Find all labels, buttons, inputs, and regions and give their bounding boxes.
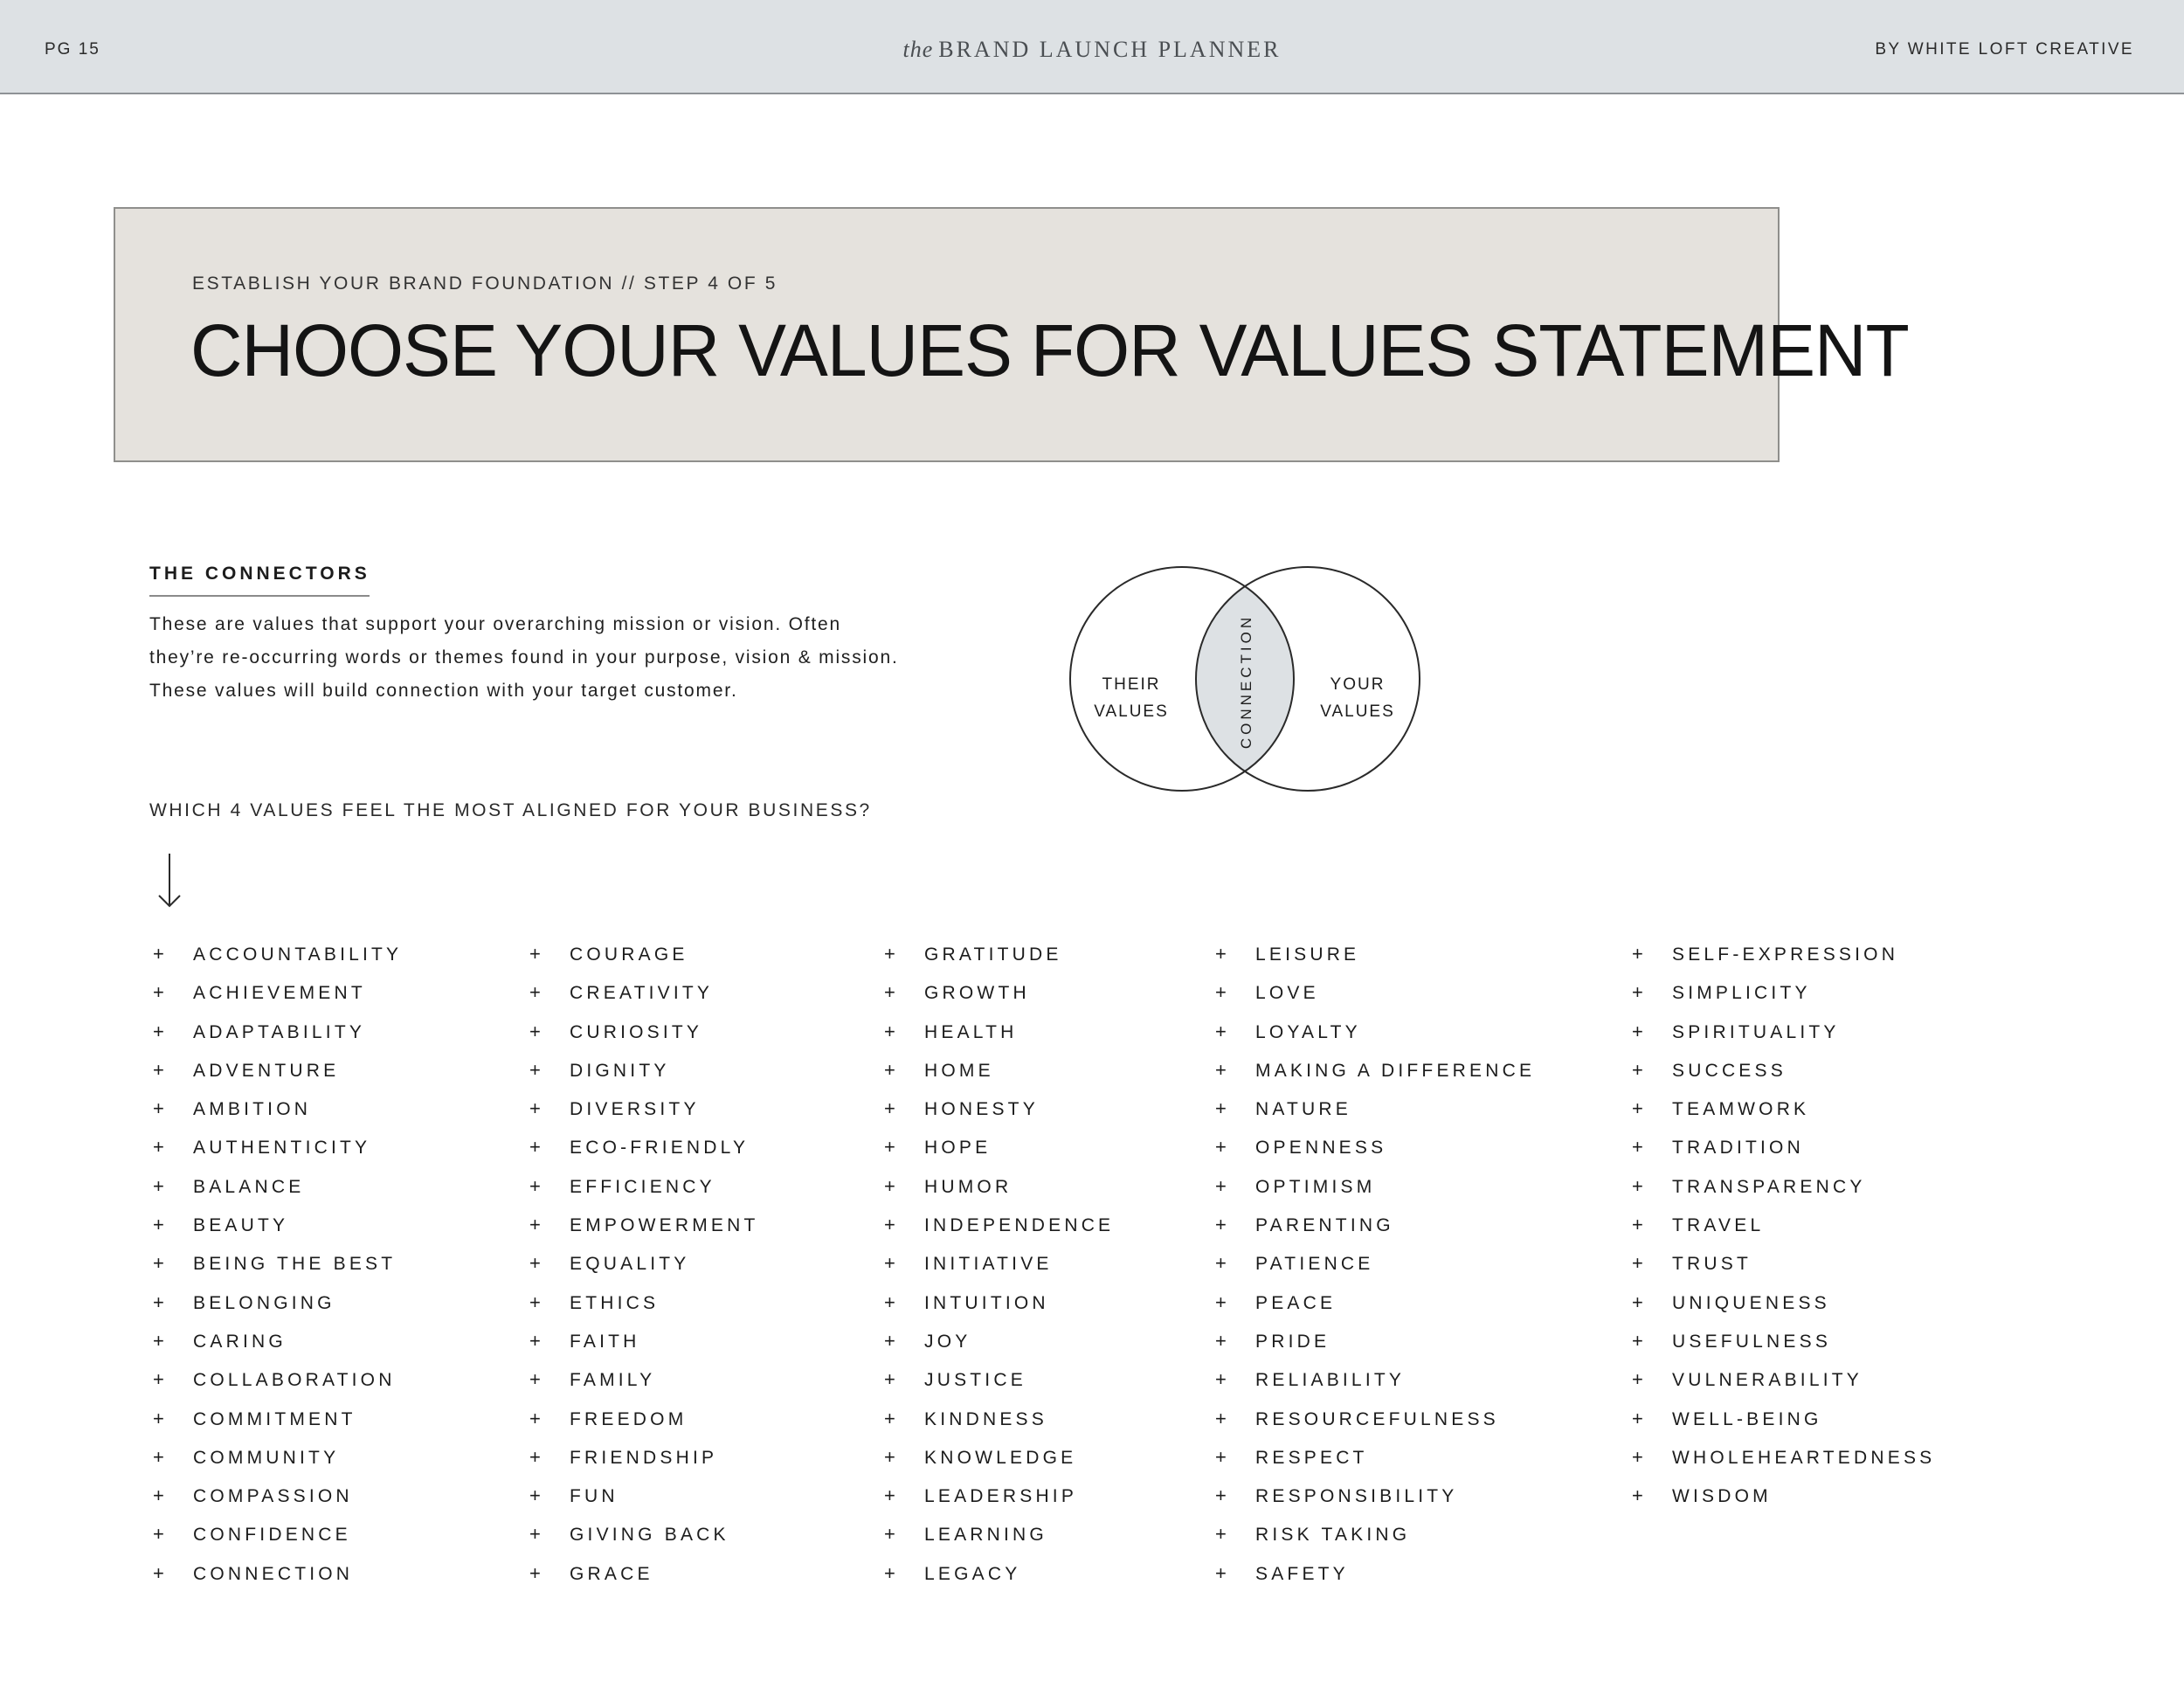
value-item (1632, 973, 1935, 1012)
value-item (529, 1360, 759, 1399)
value-label: RESOURCEFULNESS (1255, 1408, 1499, 1429)
value-item (153, 1360, 402, 1399)
value-label: SELF-EXPRESSION (1672, 944, 1899, 965)
value-label: KINDNESS (924, 1408, 1047, 1429)
value-label: GROWTH (924, 983, 1030, 1004)
value-item (1215, 1206, 1535, 1244)
value-item (529, 1128, 759, 1166)
value-item (1632, 1360, 1935, 1399)
plus-icon: + (1215, 1484, 1227, 1507)
value-label: HUMOR (924, 1176, 1013, 1197)
connectors-divider (149, 595, 370, 597)
plus-icon: + (1632, 1445, 1643, 1468)
value-label: COMMUNITY (193, 1447, 340, 1468)
value-label: WELL-BEING (1672, 1408, 1822, 1429)
plus-icon: + (153, 1445, 164, 1468)
plus-icon: + (1632, 981, 1643, 1004)
value-item (529, 1244, 759, 1283)
value-item (1632, 1013, 1935, 1051)
value-label: CREATIVITY (570, 983, 714, 1004)
value-label: GRATITUDE (924, 944, 1062, 965)
value-label: SUCCESS (1672, 1060, 1787, 1081)
value-label: SIMPLICITY (1672, 983, 1811, 1004)
arrow-down-icon (154, 852, 185, 910)
value-label: TRADITION (1672, 1138, 1804, 1159)
plus-icon: + (529, 1368, 541, 1391)
value-label: BEING THE BEST (193, 1254, 397, 1275)
plus-icon: + (884, 943, 895, 965)
value-item (153, 1283, 402, 1322)
value-item (884, 1400, 1114, 1438)
value-label: CONNECTION (193, 1563, 354, 1584)
plus-icon: + (153, 1058, 164, 1081)
value-item (153, 1206, 402, 1244)
value-label: USEFULNESS (1672, 1331, 1832, 1352)
plus-icon: + (529, 1407, 541, 1429)
plus-icon: + (1632, 1214, 1643, 1236)
plus-icon: + (153, 1407, 164, 1429)
plus-icon: + (1632, 1252, 1643, 1275)
value-item (1215, 1477, 1535, 1515)
page-number: PG 15 (45, 40, 100, 59)
value-item (153, 973, 402, 1012)
plus-icon: + (1632, 1174, 1643, 1197)
value-label: TRANSPARENCY (1672, 1176, 1866, 1197)
plus-icon: + (529, 1174, 541, 1197)
value-item (884, 1515, 1114, 1553)
value-item (153, 1090, 402, 1128)
value-item (153, 1400, 402, 1438)
value-label: LOYALTY (1255, 1021, 1361, 1042)
page-title: CHOOSE YOUR VALUES FOR VALUES STATEMENT (190, 309, 1909, 391)
value-item (1632, 1400, 1935, 1438)
value-item (1632, 1090, 1935, 1128)
value-item (529, 1167, 759, 1206)
plus-icon: + (1215, 1561, 1227, 1584)
value-item (153, 1051, 402, 1090)
venn-left-label-1: THEIR (1102, 675, 1161, 694)
value-label: GRACE (570, 1563, 653, 1584)
value-label: FREEDOM (570, 1408, 688, 1429)
value-label: EQUALITY (570, 1254, 690, 1275)
plus-icon: + (884, 1020, 895, 1042)
value-item (529, 1515, 759, 1553)
plus-icon: + (1632, 1484, 1643, 1507)
plus-icon: + (884, 1290, 895, 1313)
value-label: SPIRITUALITY (1672, 1021, 1840, 1042)
plus-icon: + (1215, 1407, 1227, 1429)
value-label: MAKING A DIFFERENCE (1255, 1060, 1536, 1081)
value-label: INDEPENDENCE (924, 1215, 1115, 1236)
value-item (1215, 1322, 1535, 1360)
value-item (153, 1322, 402, 1360)
value-item (153, 935, 402, 973)
value-item (884, 1554, 1114, 1593)
value-label: PATIENCE (1255, 1254, 1374, 1275)
plus-icon: + (884, 1136, 895, 1159)
plus-icon: + (153, 1290, 164, 1313)
connectors-description (149, 608, 1023, 708)
plus-icon: + (153, 943, 164, 965)
value-item (884, 1244, 1114, 1283)
value-label: FRIENDSHIP (570, 1447, 718, 1468)
plus-icon: + (1632, 1368, 1643, 1391)
value-label: AUTHENTICITY (193, 1138, 371, 1159)
plus-icon: + (1632, 1407, 1643, 1429)
plus-icon: + (1632, 1329, 1643, 1352)
plus-icon: + (884, 1174, 895, 1197)
venn-right-label-2: VALUES (1320, 702, 1395, 721)
plus-icon: + (1215, 981, 1227, 1004)
value-item (153, 1554, 402, 1593)
value-label: CONFIDENCE (193, 1525, 351, 1546)
value-label: FAITH (570, 1331, 640, 1352)
plus-icon: + (884, 1407, 895, 1429)
venn-overlap (1196, 567, 1420, 791)
venn-left-label-2: VALUES (1094, 702, 1169, 721)
value-label: CURIOSITY (570, 1021, 703, 1042)
values-column-1 (153, 935, 402, 1593)
connectors-heading: THE CONNECTORS (149, 564, 370, 584)
plus-icon: + (1632, 943, 1643, 965)
value-label: RELIABILITY (1255, 1370, 1406, 1391)
value-item (529, 1013, 759, 1051)
value-item (884, 1013, 1114, 1051)
value-item (153, 1167, 402, 1206)
value-item (884, 935, 1114, 973)
values-column-4 (1215, 935, 1535, 1593)
title-box (114, 207, 1909, 462)
value-label: UNIQUENESS (1672, 1292, 1830, 1313)
plus-icon: + (529, 1020, 541, 1042)
plus-icon: + (884, 1368, 895, 1391)
value-item (529, 1283, 759, 1322)
plus-icon: + (153, 1097, 164, 1120)
value-item (1215, 1013, 1535, 1051)
value-item (884, 973, 1114, 1012)
plus-icon: + (1215, 943, 1227, 965)
value-label: BALANCE (193, 1176, 305, 1197)
value-label: RISK TAKING (1255, 1525, 1411, 1546)
plus-icon: + (884, 1252, 895, 1275)
value-item (529, 1051, 759, 1090)
plus-icon: + (884, 1445, 895, 1468)
plus-icon: + (529, 1252, 541, 1275)
value-label: INITIATIVE (924, 1254, 1053, 1275)
plus-icon: + (884, 1523, 895, 1546)
planner-title-name: BRAND LAUNCH PLANNER (938, 37, 1282, 62)
plus-icon: + (529, 1136, 541, 1159)
value-label: EMPOWERMENT (570, 1215, 759, 1236)
plus-icon: + (529, 1445, 541, 1468)
value-label: PARENTING (1255, 1215, 1394, 1236)
value-item (1215, 1515, 1535, 1553)
plus-icon: + (529, 1484, 541, 1507)
value-item (884, 1206, 1114, 1244)
plus-icon: + (529, 1058, 541, 1081)
value-label: WHOLEHEARTEDNESS (1672, 1447, 1936, 1468)
value-item (1632, 1128, 1935, 1166)
value-label: VULNERABILITY (1672, 1370, 1863, 1391)
value-label: DIGNITY (570, 1060, 670, 1081)
value-label: DIVERSITY (570, 1099, 700, 1120)
value-label: LEADERSHIP (924, 1486, 1078, 1507)
plus-icon: + (884, 981, 895, 1004)
value-label: JUSTICE (924, 1370, 1026, 1391)
plus-icon: + (529, 1523, 541, 1546)
value-label: ADAPTABILITY (193, 1021, 366, 1042)
values-column-5 (1632, 935, 1935, 1515)
value-label: COMPASSION (193, 1486, 353, 1507)
planner-title (0, 37, 2184, 63)
value-item (529, 1477, 759, 1515)
plus-icon: + (153, 1329, 164, 1352)
value-item (1215, 1283, 1535, 1322)
description-line: These are values that support your overarching mission or vision. Often (149, 614, 841, 634)
step-label: ESTABLISH YOUR BRAND FOUNDATION // STEP 4 OF 5 (192, 273, 778, 294)
plus-icon: + (1632, 1290, 1643, 1313)
plus-icon: + (884, 1561, 895, 1584)
value-item (1632, 1206, 1935, 1244)
values-column-2 (529, 935, 759, 1593)
value-label: ETHICS (570, 1292, 660, 1313)
plus-icon: + (153, 1020, 164, 1042)
values-question: WHICH 4 VALUES FEEL THE MOST ALIGNED FOR YOUR BUSINESS? (149, 800, 872, 820)
plus-icon: + (529, 1290, 541, 1313)
value-label: BEAUTY (193, 1215, 289, 1236)
value-item (884, 1051, 1114, 1090)
byline: BY WHITE LOFT CREATIVE (1875, 40, 2134, 59)
value-item (153, 1013, 402, 1051)
value-label: KNOWLEDGE (924, 1447, 1077, 1468)
value-item (884, 1167, 1114, 1206)
plus-icon: + (1215, 1329, 1227, 1352)
value-label: ACCOUNTABILITY (193, 944, 403, 965)
plus-icon: + (153, 1484, 164, 1507)
plus-icon: + (884, 1214, 895, 1236)
value-item (529, 935, 759, 973)
plus-icon: + (153, 1252, 164, 1275)
value-label: WISDOM (1672, 1486, 1772, 1507)
value-label: TRUST (1672, 1254, 1752, 1275)
description-line: they’re re-occurring words or themes found in your purpose, vision & mission. (149, 647, 899, 668)
value-label: HONESTY (924, 1099, 1039, 1120)
plus-icon: + (529, 981, 541, 1004)
plus-icon: + (153, 1174, 164, 1197)
value-item (1215, 1090, 1535, 1128)
value-label: GIVING BACK (570, 1525, 729, 1546)
plus-icon: + (153, 1136, 164, 1159)
value-label: TRAVEL (1672, 1215, 1765, 1236)
value-label: PEACE (1255, 1292, 1337, 1313)
value-item (1632, 1283, 1935, 1322)
plus-icon: + (153, 1561, 164, 1584)
value-item (529, 973, 759, 1012)
value-item (884, 1322, 1114, 1360)
plus-icon: + (884, 1097, 895, 1120)
page-header (0, 0, 2184, 94)
value-label: LEISURE (1255, 944, 1360, 965)
plus-icon: + (1215, 1174, 1227, 1197)
value-item (1215, 1360, 1535, 1399)
plus-icon: + (884, 1484, 895, 1507)
value-item (1632, 935, 1935, 973)
plus-icon: + (1215, 1136, 1227, 1159)
plus-icon: + (153, 1214, 164, 1236)
value-item (1215, 973, 1535, 1012)
value-item (1215, 935, 1535, 973)
value-item (153, 1438, 402, 1477)
value-item (884, 1090, 1114, 1128)
value-item (1215, 1554, 1535, 1593)
value-item (153, 1477, 402, 1515)
value-item (884, 1438, 1114, 1477)
plus-icon: + (1215, 1058, 1227, 1081)
value-item (529, 1322, 759, 1360)
value-item (1632, 1051, 1935, 1090)
value-label: CARING (193, 1331, 287, 1352)
value-item (1215, 1438, 1535, 1477)
plus-icon: + (1215, 1290, 1227, 1313)
plus-icon: + (153, 1368, 164, 1391)
value-label: NATURE (1255, 1099, 1351, 1120)
plus-icon: + (529, 1214, 541, 1236)
value-label: LEGACY (924, 1563, 1021, 1584)
value-item (529, 1438, 759, 1477)
planner-title-italic: the (902, 37, 934, 62)
value-item (1632, 1438, 1935, 1477)
value-label: OPTIMISM (1255, 1176, 1376, 1197)
value-label: AMBITION (193, 1099, 312, 1120)
value-item (529, 1090, 759, 1128)
value-item (1215, 1051, 1535, 1090)
plus-icon: + (1215, 1368, 1227, 1391)
value-label: ACHIEVEMENT (193, 983, 366, 1004)
value-label: HOPE (924, 1138, 992, 1159)
plus-icon: + (1632, 1058, 1643, 1081)
plus-icon: + (1632, 1136, 1643, 1159)
value-item (1215, 1244, 1535, 1283)
value-item (529, 1554, 759, 1593)
plus-icon: + (529, 943, 541, 965)
value-label: RESPECT (1255, 1447, 1368, 1468)
value-item (1632, 1244, 1935, 1283)
value-label: COLLABORATION (193, 1370, 396, 1391)
plus-icon: + (1215, 1445, 1227, 1468)
value-item (153, 1128, 402, 1166)
value-label: LOVE (1255, 983, 1319, 1004)
value-item (529, 1206, 759, 1244)
description-line: These values will build connection with your target customer. (149, 681, 738, 701)
value-item (529, 1400, 759, 1438)
value-label: TEAMWORK (1672, 1099, 1810, 1120)
value-item (1215, 1128, 1535, 1166)
value-item (153, 1515, 402, 1553)
plus-icon: + (1215, 1214, 1227, 1236)
venn-center-label: CONNECTION (1238, 613, 1254, 750)
value-label: FAMILY (570, 1370, 656, 1391)
value-item (884, 1283, 1114, 1322)
plus-icon: + (153, 981, 164, 1004)
value-label: ECO-FRIENDLY (570, 1138, 750, 1159)
value-label: EFFICIENCY (570, 1176, 715, 1197)
values-column-3 (884, 935, 1114, 1593)
plus-icon: + (1215, 1097, 1227, 1120)
value-label: JOY (924, 1331, 971, 1352)
plus-icon: + (884, 1058, 895, 1081)
value-label: BELONGING (193, 1292, 335, 1313)
value-label: COURAGE (570, 944, 688, 965)
plus-icon: + (153, 1523, 164, 1546)
value-label: ADVENTURE (193, 1060, 340, 1081)
value-label: COMMITMENT (193, 1408, 356, 1429)
plus-icon: + (529, 1561, 541, 1584)
plus-icon: + (1215, 1523, 1227, 1546)
value-item (1632, 1477, 1935, 1515)
value-item (884, 1128, 1114, 1166)
value-item (1215, 1167, 1535, 1206)
value-item (884, 1477, 1114, 1515)
venn-diagram (1061, 564, 1437, 799)
value-label: PRIDE (1255, 1331, 1330, 1352)
plus-icon: + (1215, 1020, 1227, 1042)
value-item (153, 1244, 402, 1283)
venn-right-label-1: YOUR (1330, 675, 1386, 694)
plus-icon: + (1632, 1097, 1643, 1120)
value-item (884, 1360, 1114, 1399)
plus-icon: + (1632, 1020, 1643, 1042)
value-item (1632, 1322, 1935, 1360)
plus-icon: + (529, 1329, 541, 1352)
plus-icon: + (884, 1329, 895, 1352)
value-item (1632, 1167, 1935, 1206)
value-label: LEARNING (924, 1525, 1047, 1546)
plus-icon: + (529, 1097, 541, 1120)
value-label: HEALTH (924, 1021, 1018, 1042)
value-label: HOME (924, 1060, 994, 1081)
value-label: RESPONSIBILITY (1255, 1486, 1458, 1507)
value-label: FUN (570, 1486, 619, 1507)
value-item (1215, 1400, 1535, 1438)
value-label: SAFETY (1255, 1563, 1349, 1584)
value-label: OPENNESS (1255, 1138, 1387, 1159)
plus-icon: + (1215, 1252, 1227, 1275)
value-label: INTUITION (924, 1292, 1049, 1313)
